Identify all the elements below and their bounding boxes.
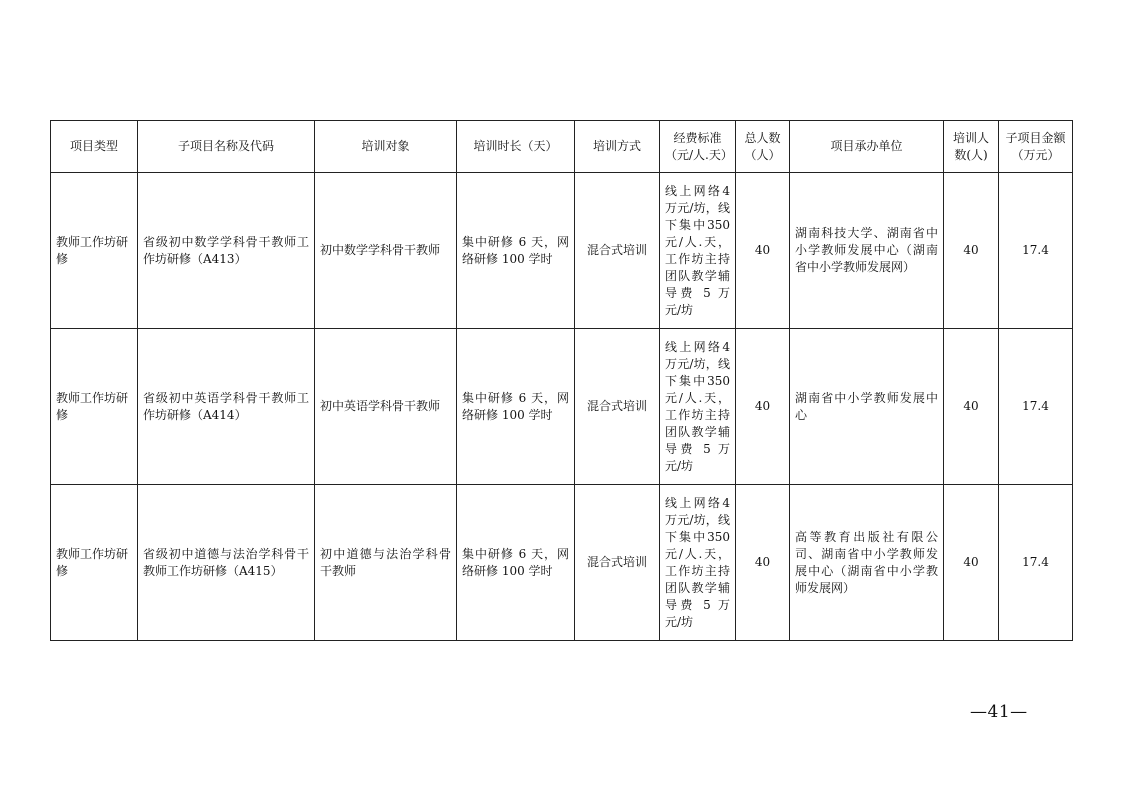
header-subproject-amount: 子项目金额（万元） [999,121,1073,173]
cell-host-unit: 湖南科技大学、湖南省中小学教师发展中心（湖南省中小学教师发展网） [790,173,944,329]
cell-training-target: 初中英语学科骨干教师 [315,329,457,485]
header-host-unit: 项目承办单位 [790,121,944,173]
cell-project-type: 教师工作坊研修 [51,485,138,641]
table-header-row [51,121,1073,173]
cell-trainee-count: 40 [944,485,999,641]
cell-subproject-name: 省级初中英语学科骨干教师工作坊研修（A414） [138,329,315,485]
cell-project-type: 教师工作坊研修 [51,329,138,485]
cell-fee-standard: 线上网络4万元/坊，线下集中350元/人.天，工作坊主持团队教学辅导费 5 万元/坊 [660,173,736,329]
cell-host-unit: 湖南省中小学教师发展中心 [790,329,944,485]
header-training-target: 培训对象 [315,121,457,173]
cell-subproject-amount: 17.4 [999,485,1073,641]
cell-training-duration: 集中研修 6 天，网络研修 100 学时 [457,173,575,329]
cell-training-target: 初中数学学科骨干教师 [315,173,457,329]
header-project-type: 项目类型 [51,121,138,173]
cell-training-method: 混合式培训 [575,485,660,641]
header-fee-standard: 经费标准（元/人.天） [660,121,736,173]
cell-subproject-amount: 17.4 [999,173,1073,329]
cell-trainee-count: 40 [944,173,999,329]
cell-project-type: 教师工作坊研修 [51,173,138,329]
cell-training-duration: 集中研修 6 天，网络研修 100 学时 [457,329,575,485]
project-table [50,120,1073,641]
cell-total-people: 40 [736,329,790,485]
header-training-duration: 培训时长（天） [457,121,575,173]
header-subproject-name: 子项目名称及代码 [138,121,315,173]
header-training-method: 培训方式 [575,121,660,173]
cell-total-people: 40 [736,485,790,641]
cell-total-people: 40 [736,173,790,329]
cell-subproject-name: 省级初中数学学科骨干教师工作坊研修（A413） [138,173,315,329]
table-row [51,173,1073,329]
page-number: —41— [970,702,1028,722]
cell-host-unit: 高等教育出版社有限公司、湖南省中小学教师发展中心（湖南省中小学教师发展网） [790,485,944,641]
table-row [51,329,1073,485]
cell-fee-standard: 线上网络4万元/坊，线下集中350元/人.天，工作坊主持团队教学辅导费 5 万元/坊 [660,485,736,641]
cell-training-method: 混合式培训 [575,173,660,329]
cell-subproject-amount: 17.4 [999,329,1073,485]
header-trainee-count: 培训人数(人) [944,121,999,173]
cell-training-method: 混合式培训 [575,329,660,485]
cell-training-target: 初中道德与法治学科骨干教师 [315,485,457,641]
cell-trainee-count: 40 [944,329,999,485]
cell-fee-standard: 线上网络4万元/坊，线下集中350元/人.天，工作坊主持团队教学辅导费 5 万元/坊 [660,329,736,485]
table-row [51,485,1073,641]
header-total-people: 总人数（人） [736,121,790,173]
cell-subproject-name: 省级初中道德与法治学科骨干教师工作坊研修（A415） [138,485,315,641]
cell-training-duration: 集中研修 6 天，网络研修 100 学时 [457,485,575,641]
